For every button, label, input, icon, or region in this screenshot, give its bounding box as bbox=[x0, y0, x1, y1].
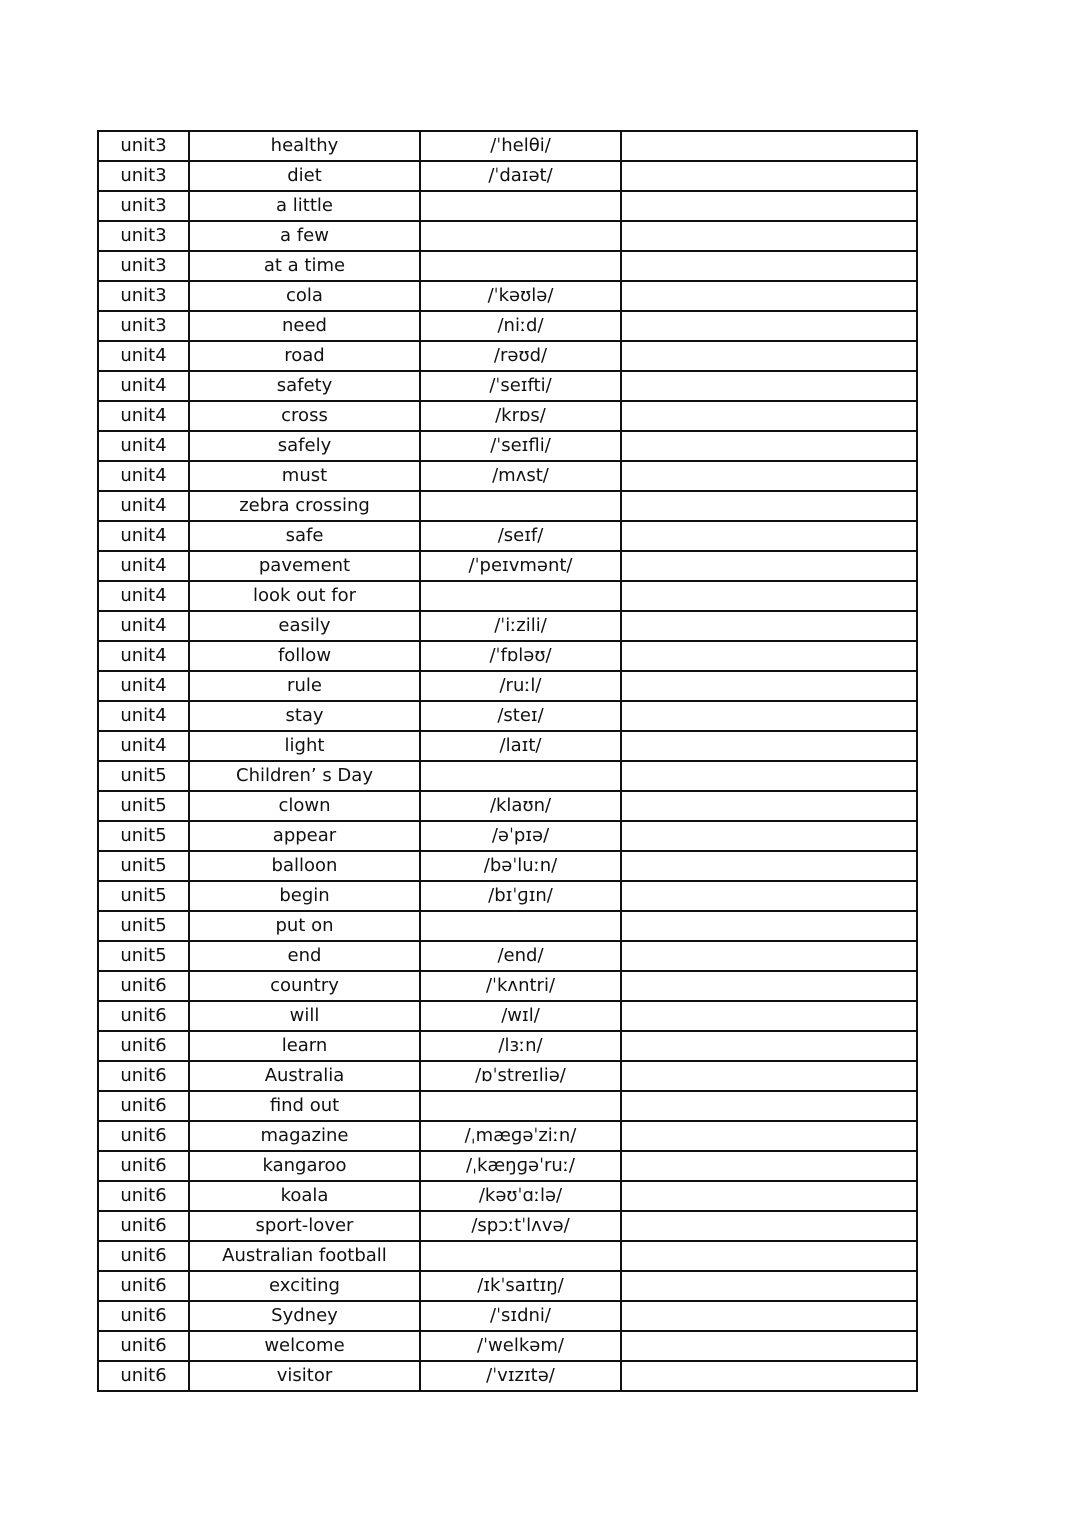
word-cell: appear bbox=[189, 821, 420, 851]
unit-cell: unit6 bbox=[98, 1361, 189, 1391]
word-cell: cola bbox=[189, 281, 420, 311]
unit-cell: unit5 bbox=[98, 821, 189, 851]
notes-cell bbox=[621, 461, 917, 491]
unit-cell: unit6 bbox=[98, 1001, 189, 1031]
ipa-cell: /laɪt/ bbox=[420, 731, 621, 761]
unit-cell: unit5 bbox=[98, 851, 189, 881]
table-row bbox=[98, 701, 917, 731]
unit-cell: unit6 bbox=[98, 1121, 189, 1151]
unit-cell: unit6 bbox=[98, 971, 189, 1001]
unit-cell: unit6 bbox=[98, 1241, 189, 1271]
notes-cell bbox=[621, 641, 917, 671]
notes-cell bbox=[621, 611, 917, 641]
unit-cell: unit5 bbox=[98, 941, 189, 971]
table-row bbox=[98, 311, 917, 341]
notes-cell bbox=[621, 761, 917, 791]
table-row bbox=[98, 161, 917, 191]
notes-cell bbox=[621, 1121, 917, 1151]
table-row bbox=[98, 1001, 917, 1031]
notes-cell bbox=[621, 431, 917, 461]
table-row bbox=[98, 1061, 917, 1091]
ipa-cell: /ˈseɪfti/ bbox=[420, 371, 621, 401]
table-row bbox=[98, 1301, 917, 1331]
table-row bbox=[98, 1091, 917, 1121]
notes-cell bbox=[621, 1211, 917, 1241]
word-cell: find out bbox=[189, 1091, 420, 1121]
unit-cell: unit4 bbox=[98, 671, 189, 701]
table-row bbox=[98, 881, 917, 911]
word-cell: light bbox=[189, 731, 420, 761]
ipa-cell: /ˌmæɡəˈziːn/ bbox=[420, 1121, 621, 1151]
word-cell: end bbox=[189, 941, 420, 971]
table-row bbox=[98, 761, 917, 791]
unit-cell: unit4 bbox=[98, 341, 189, 371]
word-cell: Australian football bbox=[189, 1241, 420, 1271]
notes-cell bbox=[621, 191, 917, 221]
notes-cell bbox=[621, 1001, 917, 1031]
notes-cell bbox=[621, 551, 917, 581]
word-cell: Australia bbox=[189, 1061, 420, 1091]
unit-cell: unit6 bbox=[98, 1271, 189, 1301]
table-row bbox=[98, 581, 917, 611]
notes-cell bbox=[621, 1061, 917, 1091]
notes-cell bbox=[621, 911, 917, 941]
word-cell: magazine bbox=[189, 1121, 420, 1151]
word-cell: pavement bbox=[189, 551, 420, 581]
table-row bbox=[98, 911, 917, 941]
ipa-cell: /seɪf/ bbox=[420, 521, 621, 551]
ipa-cell: /end/ bbox=[420, 941, 621, 971]
notes-cell bbox=[621, 491, 917, 521]
unit-cell: unit4 bbox=[98, 641, 189, 671]
word-cell: must bbox=[189, 461, 420, 491]
table-row bbox=[98, 671, 917, 701]
unit-cell: unit4 bbox=[98, 701, 189, 731]
notes-cell bbox=[621, 701, 917, 731]
notes-cell bbox=[621, 311, 917, 341]
vocabulary-table bbox=[97, 130, 918, 1392]
table-row bbox=[98, 1241, 917, 1271]
unit-cell: unit3 bbox=[98, 131, 189, 161]
table-row bbox=[98, 1031, 917, 1061]
table-row bbox=[98, 341, 917, 371]
unit-cell: unit6 bbox=[98, 1181, 189, 1211]
word-cell: easily bbox=[189, 611, 420, 641]
table-row bbox=[98, 551, 917, 581]
word-cell: begin bbox=[189, 881, 420, 911]
word-cell: kangaroo bbox=[189, 1151, 420, 1181]
table-row bbox=[98, 521, 917, 551]
notes-cell bbox=[621, 1241, 917, 1271]
ipa-cell bbox=[420, 761, 621, 791]
notes-cell bbox=[621, 851, 917, 881]
word-cell: road bbox=[189, 341, 420, 371]
unit-cell: unit4 bbox=[98, 401, 189, 431]
notes-cell bbox=[621, 881, 917, 911]
word-cell: zebra crossing bbox=[189, 491, 420, 521]
unit-cell: unit3 bbox=[98, 221, 189, 251]
ipa-cell bbox=[420, 1241, 621, 1271]
table-row bbox=[98, 371, 917, 401]
ipa-cell: /spɔːtˈlʌvə/ bbox=[420, 1211, 621, 1241]
ipa-cell: /steɪ/ bbox=[420, 701, 621, 731]
notes-cell bbox=[621, 281, 917, 311]
word-cell: need bbox=[189, 311, 420, 341]
table-row bbox=[98, 251, 917, 281]
notes-cell bbox=[621, 371, 917, 401]
ipa-cell: /krɒs/ bbox=[420, 401, 621, 431]
notes-cell bbox=[621, 941, 917, 971]
word-cell: follow bbox=[189, 641, 420, 671]
word-cell: at a time bbox=[189, 251, 420, 281]
notes-cell bbox=[621, 1301, 917, 1331]
notes-cell bbox=[621, 671, 917, 701]
notes-cell bbox=[621, 161, 917, 191]
ipa-cell: /ˈwelkəm/ bbox=[420, 1331, 621, 1361]
ipa-cell: /ˈseɪfli/ bbox=[420, 431, 621, 461]
unit-cell: unit6 bbox=[98, 1031, 189, 1061]
ipa-cell: /ˈiːzili/ bbox=[420, 611, 621, 641]
table-row bbox=[98, 851, 917, 881]
word-cell: welcome bbox=[189, 1331, 420, 1361]
word-cell: rule bbox=[189, 671, 420, 701]
notes-cell bbox=[621, 581, 917, 611]
notes-cell bbox=[621, 1181, 917, 1211]
notes-cell bbox=[621, 1331, 917, 1361]
table-row bbox=[98, 731, 917, 761]
unit-cell: unit6 bbox=[98, 1151, 189, 1181]
ipa-cell: /niːd/ bbox=[420, 311, 621, 341]
unit-cell: unit4 bbox=[98, 551, 189, 581]
table-row bbox=[98, 641, 917, 671]
unit-cell: unit6 bbox=[98, 1331, 189, 1361]
table-row bbox=[98, 611, 917, 641]
ipa-cell: /ˈkʌntri/ bbox=[420, 971, 621, 1001]
unit-cell: unit4 bbox=[98, 461, 189, 491]
table-row bbox=[98, 191, 917, 221]
table-row bbox=[98, 1361, 917, 1391]
word-cell: balloon bbox=[189, 851, 420, 881]
ipa-cell bbox=[420, 581, 621, 611]
unit-cell: unit6 bbox=[98, 1061, 189, 1091]
word-cell: exciting bbox=[189, 1271, 420, 1301]
notes-cell bbox=[621, 821, 917, 851]
table-row bbox=[98, 1331, 917, 1361]
ipa-cell: /bɪˈɡɪn/ bbox=[420, 881, 621, 911]
ipa-cell: /lɜːn/ bbox=[420, 1031, 621, 1061]
word-cell: look out for bbox=[189, 581, 420, 611]
ipa-cell: /ˌkæŋɡəˈruː/ bbox=[420, 1151, 621, 1181]
ipa-cell: /ruːl/ bbox=[420, 671, 621, 701]
unit-cell: unit4 bbox=[98, 491, 189, 521]
notes-cell bbox=[621, 1031, 917, 1061]
notes-cell bbox=[621, 971, 917, 1001]
unit-cell: unit5 bbox=[98, 761, 189, 791]
ipa-cell: /ˈkəʊlə/ bbox=[420, 281, 621, 311]
unit-cell: unit5 bbox=[98, 881, 189, 911]
ipa-cell: /əˈpɪə/ bbox=[420, 821, 621, 851]
word-cell: diet bbox=[189, 161, 420, 191]
table-row bbox=[98, 1181, 917, 1211]
ipa-cell: /ˈvɪzɪtə/ bbox=[420, 1361, 621, 1391]
ipa-cell: /ˈsɪdni/ bbox=[420, 1301, 621, 1331]
unit-cell: unit3 bbox=[98, 281, 189, 311]
unit-cell: unit4 bbox=[98, 521, 189, 551]
unit-cell: unit4 bbox=[98, 581, 189, 611]
word-cell: safely bbox=[189, 431, 420, 461]
word-cell: put on bbox=[189, 911, 420, 941]
notes-cell bbox=[621, 1361, 917, 1391]
ipa-cell: /klaʊn/ bbox=[420, 791, 621, 821]
unit-cell: unit4 bbox=[98, 731, 189, 761]
ipa-cell: /ˈpeɪvmənt/ bbox=[420, 551, 621, 581]
unit-cell: unit4 bbox=[98, 371, 189, 401]
table-row bbox=[98, 461, 917, 491]
ipa-cell: /kəʊˈɑːlə/ bbox=[420, 1181, 621, 1211]
unit-cell: unit3 bbox=[98, 161, 189, 191]
word-cell: a little bbox=[189, 191, 420, 221]
ipa-cell: /ɪkˈsaɪtɪŋ/ bbox=[420, 1271, 621, 1301]
ipa-cell: /mʌst/ bbox=[420, 461, 621, 491]
word-cell: healthy bbox=[189, 131, 420, 161]
word-cell: will bbox=[189, 1001, 420, 1031]
table-row bbox=[98, 131, 917, 161]
notes-cell bbox=[621, 251, 917, 281]
ipa-cell: /ˈfɒləʊ/ bbox=[420, 641, 621, 671]
table-row bbox=[98, 1271, 917, 1301]
word-cell: clown bbox=[189, 791, 420, 821]
word-cell: cross bbox=[189, 401, 420, 431]
unit-cell: unit3 bbox=[98, 191, 189, 221]
word-cell: sport-lover bbox=[189, 1211, 420, 1241]
ipa-cell: /ɒˈstreɪliə/ bbox=[420, 1061, 621, 1091]
ipa-cell bbox=[420, 221, 621, 251]
unit-cell: unit4 bbox=[98, 431, 189, 461]
unit-cell: unit6 bbox=[98, 1211, 189, 1241]
unit-cell: unit6 bbox=[98, 1091, 189, 1121]
ipa-cell bbox=[420, 251, 621, 281]
table-row bbox=[98, 1121, 917, 1151]
ipa-cell: /bəˈluːn/ bbox=[420, 851, 621, 881]
notes-cell bbox=[621, 401, 917, 431]
notes-cell bbox=[621, 221, 917, 251]
table-row bbox=[98, 431, 917, 461]
ipa-cell bbox=[420, 491, 621, 521]
table-row bbox=[98, 1151, 917, 1181]
unit-cell: unit6 bbox=[98, 1301, 189, 1331]
notes-cell bbox=[621, 1271, 917, 1301]
ipa-cell bbox=[420, 911, 621, 941]
table-row bbox=[98, 401, 917, 431]
word-cell: stay bbox=[189, 701, 420, 731]
unit-cell: unit5 bbox=[98, 911, 189, 941]
unit-cell: unit4 bbox=[98, 611, 189, 641]
notes-cell bbox=[621, 521, 917, 551]
notes-cell bbox=[621, 791, 917, 821]
unit-cell: unit3 bbox=[98, 311, 189, 341]
ipa-cell bbox=[420, 1091, 621, 1121]
word-cell: a few bbox=[189, 221, 420, 251]
word-cell: koala bbox=[189, 1181, 420, 1211]
table-row bbox=[98, 1211, 917, 1241]
notes-cell bbox=[621, 341, 917, 371]
table-row bbox=[98, 221, 917, 251]
word-cell: Children’ s Day bbox=[189, 761, 420, 791]
notes-cell bbox=[621, 131, 917, 161]
word-cell: safe bbox=[189, 521, 420, 551]
word-cell: Sydney bbox=[189, 1301, 420, 1331]
word-cell: learn bbox=[189, 1031, 420, 1061]
vocabulary-table-body bbox=[98, 131, 917, 1391]
unit-cell: unit5 bbox=[98, 791, 189, 821]
ipa-cell: /wɪl/ bbox=[420, 1001, 621, 1031]
table-row bbox=[98, 791, 917, 821]
table-row bbox=[98, 491, 917, 521]
notes-cell bbox=[621, 1091, 917, 1121]
word-cell: visitor bbox=[189, 1361, 420, 1391]
notes-cell bbox=[621, 731, 917, 761]
word-cell: safety bbox=[189, 371, 420, 401]
table-row bbox=[98, 971, 917, 1001]
word-cell: country bbox=[189, 971, 420, 1001]
table-row bbox=[98, 281, 917, 311]
unit-cell: unit3 bbox=[98, 251, 189, 281]
table-row bbox=[98, 821, 917, 851]
ipa-cell: /rəʊd/ bbox=[420, 341, 621, 371]
notes-cell bbox=[621, 1151, 917, 1181]
ipa-cell: /ˈdaɪət/ bbox=[420, 161, 621, 191]
ipa-cell bbox=[420, 191, 621, 221]
table-row bbox=[98, 941, 917, 971]
ipa-cell: /ˈhelθi/ bbox=[420, 131, 621, 161]
